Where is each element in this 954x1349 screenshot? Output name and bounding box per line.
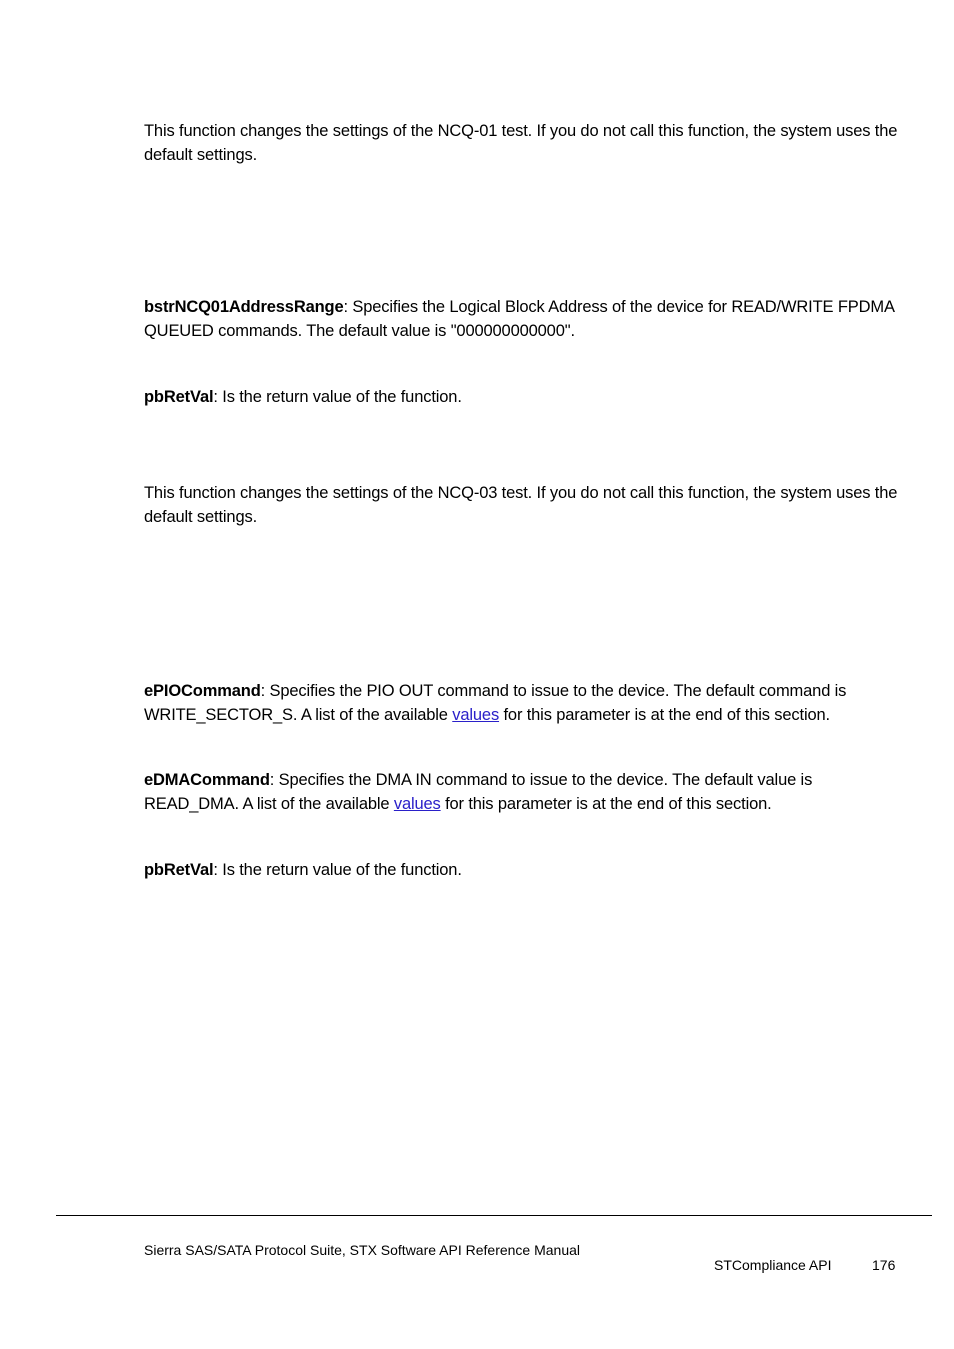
param-name: pbRetVal: [144, 388, 214, 406]
ncq01-param-address-range: [144, 296, 904, 343]
ncq03-param-retval: [144, 859, 904, 883]
ncq01-param-retval: [144, 386, 904, 410]
footer-divider: [56, 1215, 932, 1216]
ncq01-intro: This function changes the settings of the NCQ-01 test. If you do not call this function, the system uses the default settings.: [144, 122, 898, 164]
param-description: : Specifies the Logical Block Address of the device for READ/WRITE FPDMA QUEUED commands. The default value is "000000000000".: [144, 298, 894, 340]
param-description-end: for this parameter is at the end of this section.: [499, 705, 830, 724]
ncq03-param-pio-command: [144, 680, 904, 727]
footer-section-name: STCompliance API: [714, 1257, 832, 1273]
param-description: : Specifies the DMA IN command to issue to the device. The default value is READ_DMA. A list of the available: [144, 771, 813, 813]
ncq03-intro: This function changes the settings of the NCQ-03 test. If you do not call this function, the system uses the default settings.: [144, 484, 898, 526]
param-name: eDMACommand: [144, 771, 270, 789]
values-link[interactable]: values: [452, 705, 500, 724]
values-link[interactable]: values: [393, 794, 441, 813]
param-description-end: for this parameter is at the end of this section.: [440, 794, 772, 813]
param-name: pbRetVal: [144, 861, 214, 879]
ncq03-param-dma-command: [144, 769, 904, 816]
param-name: ePIOCommand: [144, 682, 261, 700]
footer-page-number: 176: [872, 1257, 896, 1273]
param-description: : Is the return value of the function.: [213, 861, 462, 879]
footer-manual-title: Sierra SAS/SATA Protocol Suite, STX Software API Reference Manual: [144, 1242, 581, 1258]
param-description: : Is the return value of the function.: [213, 388, 462, 406]
param-description: : Specifies the PIO OUT command to issue to the device. The default command is WRITE_SECTOR_S. A list of the available: [144, 682, 847, 724]
param-name: bstrNCQ01AddressRange: [144, 298, 344, 316]
